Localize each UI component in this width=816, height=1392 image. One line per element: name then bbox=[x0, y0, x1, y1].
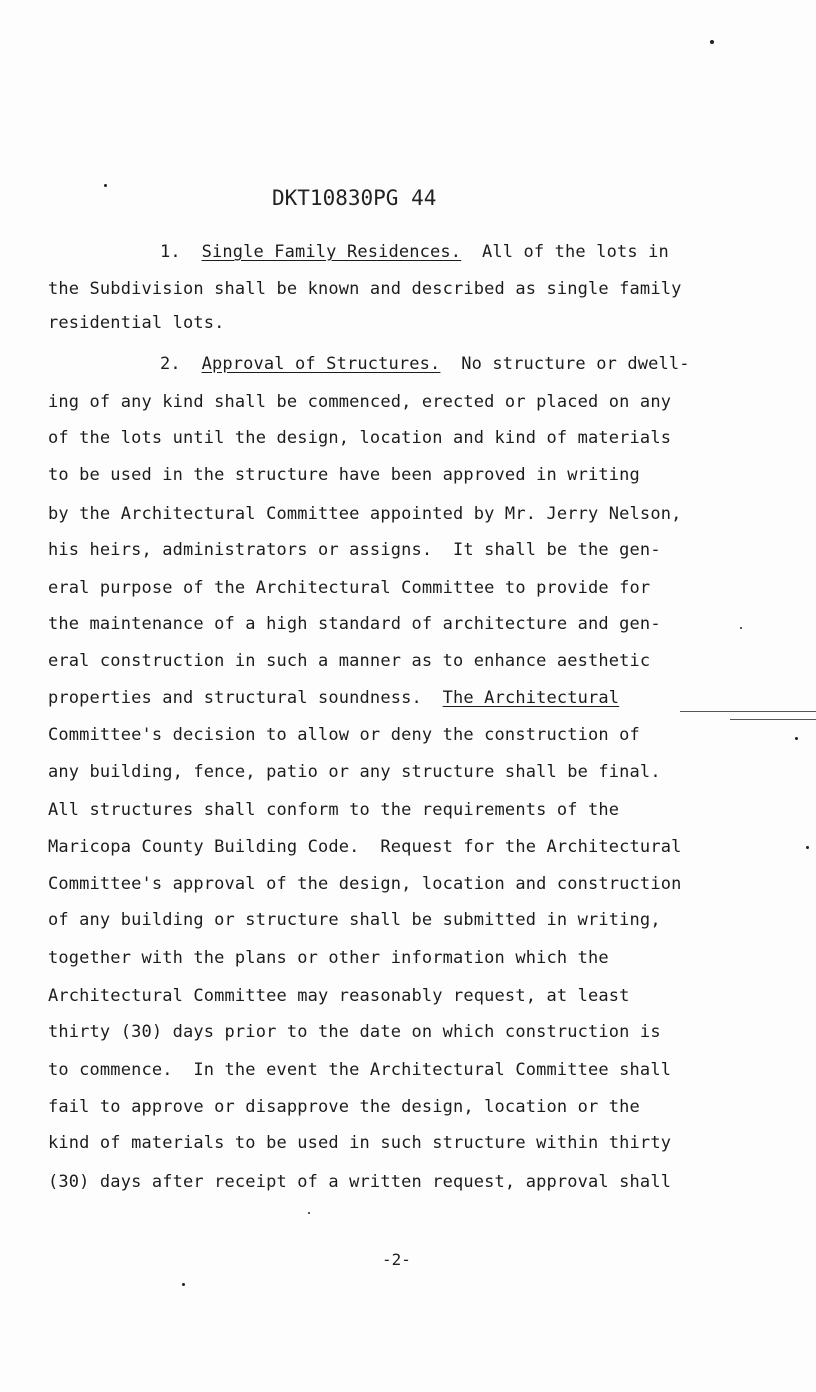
paragraph-1-line: the Subdivision shall be known and described as single family bbox=[48, 279, 682, 299]
paragraph-2-line: Maricopa County Building Code. Request for the Architectural bbox=[48, 837, 682, 857]
paragraph-1-number: 1. bbox=[160, 242, 181, 262]
paragraph-2-line: All structures shall conform to the requirements of the bbox=[48, 800, 620, 820]
scan-speck bbox=[795, 737, 798, 740]
paragraph-2-line-part: properties and structural soundness. bbox=[48, 688, 422, 708]
scan-speck bbox=[806, 846, 809, 849]
paragraph-2-line: fail to approve or disapprove the design, location or the bbox=[48, 1097, 640, 1117]
scan-streak bbox=[730, 719, 816, 720]
paragraph-2-line: Committee's approval of the design, location and construction bbox=[48, 874, 682, 894]
paragraph-2-line: Committee's decision to allow or deny the construction of bbox=[48, 725, 640, 745]
scan-speck bbox=[710, 40, 714, 44]
paragraph-2-line: to commence. In the event the Architectural Committee shall bbox=[48, 1060, 672, 1080]
paragraph-2-line: eral construction in such a manner as to enhance aesthetic bbox=[48, 651, 651, 671]
scan-streak bbox=[680, 711, 816, 712]
paragraph-2-text: No structure or dwell- bbox=[461, 354, 690, 374]
paragraph-2-line: the maintenance of a high standard of architecture and gen- bbox=[48, 614, 661, 634]
scan-speck bbox=[182, 1283, 185, 1286]
scan-speck bbox=[308, 1212, 310, 1214]
paragraph-2-line: together with the plans or other information which the bbox=[48, 948, 609, 968]
paragraph-2-line: kind of materials to be used in such structure within thirty bbox=[48, 1133, 672, 1153]
paragraph-2-number: 2. bbox=[160, 354, 181, 374]
paragraph-2-line: thirty (30) days prior to the date on which construction is bbox=[48, 1022, 661, 1042]
paragraph-1-text: All of the lots in bbox=[481, 242, 669, 262]
paragraph-2-line: eral purpose of the Architectural Committee to provide for bbox=[48, 578, 651, 598]
paragraph-2-line: Architectural Committee may reasonably request, at least bbox=[48, 986, 630, 1006]
paragraph-2-line-part: The Architectural bbox=[442, 688, 620, 708]
paragraph-2-line: (30) days after receipt of a written request, approval shall bbox=[48, 1172, 672, 1192]
paragraph-2-line: ing of any kind shall be commenced, erected or placed on any bbox=[48, 392, 672, 412]
paragraph-2-line: any building, fence, patio or any structure shall be final. bbox=[48, 762, 661, 782]
paragraph-2-line: to be used in the structure have been approved in writing bbox=[48, 465, 640, 485]
paragraph-1-first-line bbox=[160, 242, 669, 262]
paragraph-2-heading: Approval of Structures. bbox=[201, 354, 441, 374]
paragraph-2-line: by the Architectural Committee appointed by Mr. Jerry Nelson, bbox=[48, 504, 682, 524]
paragraph-1-line: residential lots. bbox=[48, 313, 225, 333]
docket-stamp: DKT10830PG 44 bbox=[272, 186, 437, 210]
paragraph-2-first-line bbox=[160, 354, 690, 374]
paragraph-2-line: his heirs, administrators or assigns. It shall be the gen- bbox=[48, 540, 661, 560]
paragraph-2-line: of the lots until the design, location and kind of materials bbox=[48, 428, 672, 448]
paragraph-1-heading: Single Family Residences. bbox=[201, 242, 462, 262]
paragraph-2-line bbox=[48, 688, 619, 708]
paragraph-2-line: of any building or structure shall be submitted in writing, bbox=[48, 910, 661, 930]
scan-speck bbox=[104, 184, 107, 187]
page-number: -2- bbox=[382, 1250, 411, 1269]
scan-speck bbox=[740, 627, 742, 629]
